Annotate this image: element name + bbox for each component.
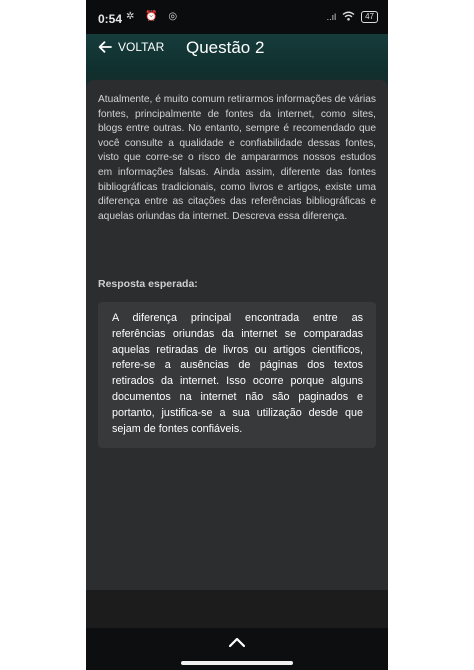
expand-button[interactable]: [225, 634, 249, 652]
footer-bar: [86, 590, 388, 628]
status-indicators: [327, 11, 378, 23]
phone-screen: [86, 0, 388, 670]
status-time: 0:54: [98, 12, 123, 26]
answer-text: A diferença principal encontrada entre as referências oriundas da internet se comparadas aquelas retiradas de livros ou artigos científicos, refere-se a ausências de páginas dos textos retirados da internet. Isso ocorre porque alguns documentos na internet não são paginados e portanto, justifica-se a sua utilização desde que sejam de fontes confiáveis.: [112, 312, 363, 435]
chevron-up-icon: [225, 634, 249, 652]
back-button[interactable]: [98, 40, 164, 54]
answer-label: Resposta esperada:: [98, 278, 198, 290]
status-bar: [86, 0, 388, 34]
wifi-icon: [342, 11, 355, 23]
question-text: Atualmente, é muito comum retirarmos informações de várias fontes, principalmente de fontes da internet, como sites, blogs entre outras. No entanto, sempre é recomendado que você consulte a qualidade e confiabilidade dessas fontes, visto que corre-se o risco de ampararmos nossos estudos em informações falsas. Ainda assim, diferente das fontes bibliográficas tradicionais, como livros e artigos, existe uma diferença entre as citações das referências bibliográficas e aquelas oriundas da internet. Descreva essa diferença.: [98, 94, 376, 222]
battery-icon: 47: [361, 11, 378, 23]
notification-icons: ✲ ⏰ ◎: [126, 11, 182, 22]
arrow-left-icon: [98, 41, 112, 53]
answer-box: [98, 302, 376, 448]
back-label: VOLTAR: [118, 40, 165, 54]
question-card: [86, 80, 388, 590]
signal-icon: ..ıl: [326, 12, 337, 22]
page-title: Questão 2: [186, 38, 265, 57]
home-indicator[interactable]: [181, 661, 293, 665]
bottom-navigation: [86, 628, 388, 670]
